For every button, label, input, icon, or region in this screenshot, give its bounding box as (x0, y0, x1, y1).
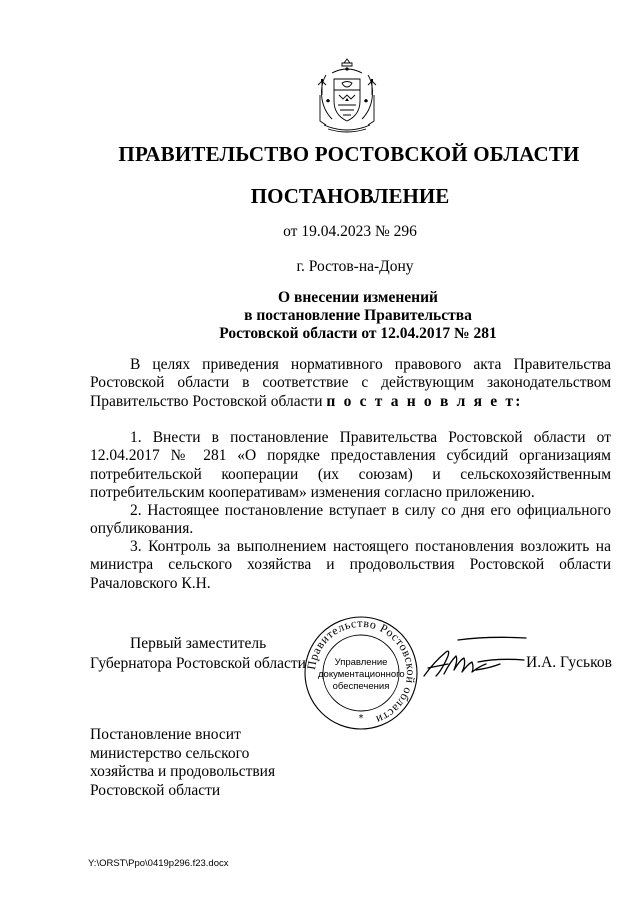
clause-text: 3. Контроль за выполнением настоящего постановления возложить на министра сельского хозяйства и продовольствия Ростовской области Рачаловского К.Н. (90, 538, 611, 592)
introduced-by (90, 726, 275, 800)
stamp-inner-text (318, 657, 404, 693)
document-type-title: ПОСТАНОВЛЕНИЕ (250, 184, 450, 208)
coat-of-arms-icon (312, 55, 382, 137)
preamble-paragraph (90, 356, 611, 411)
signatory-name: И.А. Гуськов (526, 654, 612, 671)
stamp-inner-line: документационного (318, 669, 405, 680)
subject-line: О внесении изменений (278, 289, 438, 306)
clause-1 (90, 429, 611, 502)
subject-line: Ростовской области от 12.04.2017 № 281 (219, 325, 497, 342)
introduced-line: хозяйства и продовольствия (90, 763, 276, 780)
government-title: ПРАВИТЕЛЬСТВО РОСТОВСКОЙ ОБЛАСТИ (118, 142, 580, 166)
preamble-text: В целях приведения нормативного правового акта Правительства Ростовской области в соответствие с действующим законодательством Правительство Ростовской области (90, 356, 611, 410)
stamp-ring-textpath: Правительство Ростовской области (304, 615, 419, 728)
position-line: Первый заместитель (130, 635, 267, 652)
clause-text: 2. Настоящее постановление вступает в силу со дня его официального опубликования. (90, 502, 611, 538)
stamp-star: * (358, 713, 364, 724)
city: г. Ростов-на-Дону (296, 258, 414, 275)
introduced-line: Постановление вносит (90, 726, 241, 743)
stamp-inner-line: Управление (334, 657, 388, 668)
introduced-line: Ростовской области (90, 781, 221, 799)
stamp-inner-line: обеспечения (332, 681, 390, 692)
introduced-line: министерство сельского (90, 744, 250, 762)
handwritten-signature (418, 632, 530, 690)
signatory-position (90, 634, 306, 674)
subject-heading (0, 289, 640, 343)
clause-2 (90, 502, 611, 539)
clause-text: 1. Внести в постановление Правительства Ростовской области от 12.04.2017 № 281 «О порядке предоставления субсидий организациям потребительской кооперации (их союзам) и сельскохозяйственным потребительским кооперативам» изменения согласно приложению. (90, 429, 611, 501)
decree-word: п о с т а н о в л я е т: (326, 392, 523, 410)
subject-line: в постановление Правительства (244, 307, 472, 324)
clause-3 (90, 538, 611, 593)
file-path-footer: Y:\ORST\Ppo\0419p296.f23.docx (88, 858, 229, 869)
date-and-number: от 19.04.2023 № 296 (283, 223, 417, 240)
position-line: Губернатора Ростовской области (90, 655, 306, 672)
